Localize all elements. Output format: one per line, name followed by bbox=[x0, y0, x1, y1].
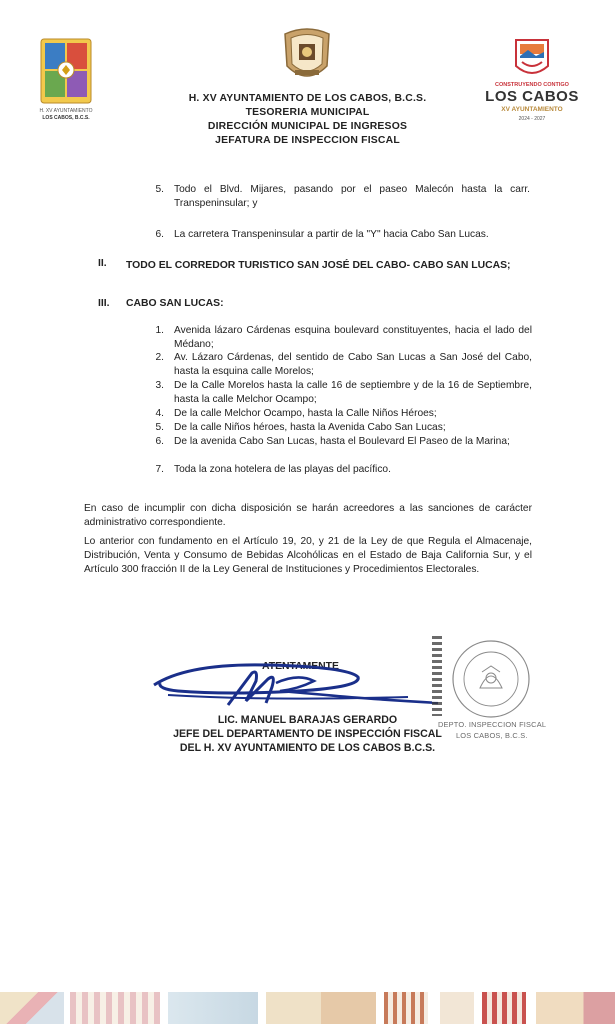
los-cabos-brand-logo bbox=[484, 36, 580, 126]
footer-pattern-block bbox=[384, 992, 428, 1024]
footer-pattern-block bbox=[536, 992, 615, 1024]
handwritten-signature bbox=[148, 655, 448, 713]
list-item-text: Avenida lázaro Cárdenas esquina boulevard constituyentes, hacia el lado del Médano; bbox=[174, 325, 532, 350]
header-line-ayuntamiento: H. XV AYUNTAMIENTO DE LOS CABOS, B.C.S. bbox=[188, 93, 427, 104]
official-stamp bbox=[450, 638, 532, 720]
footer-pattern-block bbox=[440, 992, 474, 1024]
footer-pattern-block bbox=[482, 992, 526, 1024]
stamp-department: DEPTO. INSPECCION FISCAL bbox=[438, 720, 547, 729]
list-item-text: Av. Lázaro Cárdenas, del sentido de Cabo San Lucas a San José del Cabo, hasta la esquina calle Morelos; bbox=[174, 352, 532, 377]
list-item-text: La carretera Transpeninsular a partir de la "Y" hacia Cabo San Lucas. bbox=[174, 229, 489, 240]
left-logo-caption-1: H. XV AYUNTAMIENTO bbox=[39, 108, 93, 114]
list-item-number: 2. bbox=[155, 352, 164, 363]
list-item-number: 6. bbox=[155, 436, 164, 447]
list-item-text: Todo el Blvd. Mijares, pasando por el paseo Malecón hasta la carr. Transpeninsular; y bbox=[174, 184, 530, 209]
stamp-location: LOS CABOS, B.C.S. bbox=[456, 731, 528, 740]
list-item-number: 3. bbox=[155, 380, 164, 391]
list-item-number: 7. bbox=[155, 464, 164, 475]
footer-pattern-block bbox=[266, 992, 376, 1024]
list-item-number: 4. bbox=[155, 408, 164, 419]
scanner-edge-marks bbox=[432, 636, 442, 716]
list-item-text: Toda la zona hotelera de las playas del pacífico. bbox=[174, 464, 391, 475]
section-title: TODO EL CORREDOR TURISTICO SAN JOSÉ DEL CABO- CABO SAN LUCAS; bbox=[126, 260, 511, 271]
list-item-number: 6. bbox=[155, 229, 164, 240]
signer-title-2: DEL H. XV AYUNTAMIENTO DE LOS CABOS B.C.S. bbox=[179, 742, 436, 754]
brand-name: LOS CABOS bbox=[485, 88, 579, 105]
municipal-seal-logo bbox=[281, 26, 333, 86]
brand-years: 2024 - 2027 bbox=[518, 116, 546, 122]
signature-closing: ATENTAMENTE bbox=[262, 661, 339, 672]
header-line-jefatura: JEFATURA DE INSPECCION FISCAL bbox=[215, 135, 400, 146]
list-item-number: 1. bbox=[155, 325, 164, 336]
signer-name: LIC. MANUEL BARAJAS GERARDO bbox=[217, 714, 398, 726]
legal-basis-paragraph: Lo anterior con fundamento en el Artículo 19, 20, y 21 de la Ley de que Regula el Almacenaje, Distribución, Venta y Consumo de Bebidas Alcohólicas en el Estado de Baja California Sur, y el Artículo 300 fracción II de la Ley General de Instituciones y Procedimientos Electorales. bbox=[84, 536, 532, 575]
section-title: CABO SAN LUCAS: bbox=[126, 298, 224, 309]
list-item-number: 5. bbox=[155, 184, 164, 195]
list-item-text: De la Calle Morelos hasta la calle 16 de septiembre y de la 16 de Septiembre, hasta la calle Melchor Ocampo; bbox=[174, 380, 532, 405]
signer-title-1: JEFE DEL DEPARTAMENTO DE INSPECCIÓN FISCAL bbox=[173, 728, 442, 740]
header-line-direccion: DIRECCIÓN MUNICIPAL DE INGRESOS bbox=[207, 121, 408, 132]
sanctions-paragraph: En caso de incumplir con dicha disposición se harán acreedores a las sanciones de carácter administrativo correspondiente. bbox=[84, 503, 532, 528]
brand-sub: XV AYUNTAMIENTO bbox=[501, 106, 563, 113]
footer-pattern-block bbox=[168, 992, 258, 1024]
list-item-number: 5. bbox=[155, 422, 164, 433]
section-number: II. bbox=[98, 258, 107, 269]
left-logo-caption-2: LOS CABOS, B.C.S. bbox=[42, 115, 90, 121]
list-item-text: De la calle Niños héroes, hasta la Avenida Cabo San Lucas; bbox=[174, 422, 446, 433]
section-number: III. bbox=[98, 298, 110, 309]
list-item-text: De la calle Melchor Ocampo, hasta la Calle Niños Héroes; bbox=[174, 408, 437, 419]
footer-pattern-block bbox=[0, 992, 64, 1024]
header-line-tesoreria: TESORERIA MUNICIPAL bbox=[245, 107, 370, 118]
brand-tagline: CONSTRUYENDO CONTIGO bbox=[495, 82, 569, 88]
footer-pattern-block bbox=[70, 992, 160, 1024]
list-item-text: De la avenida Cabo San Lucas, hasta el Boulevard El Paseo de la Marina; bbox=[174, 436, 510, 447]
